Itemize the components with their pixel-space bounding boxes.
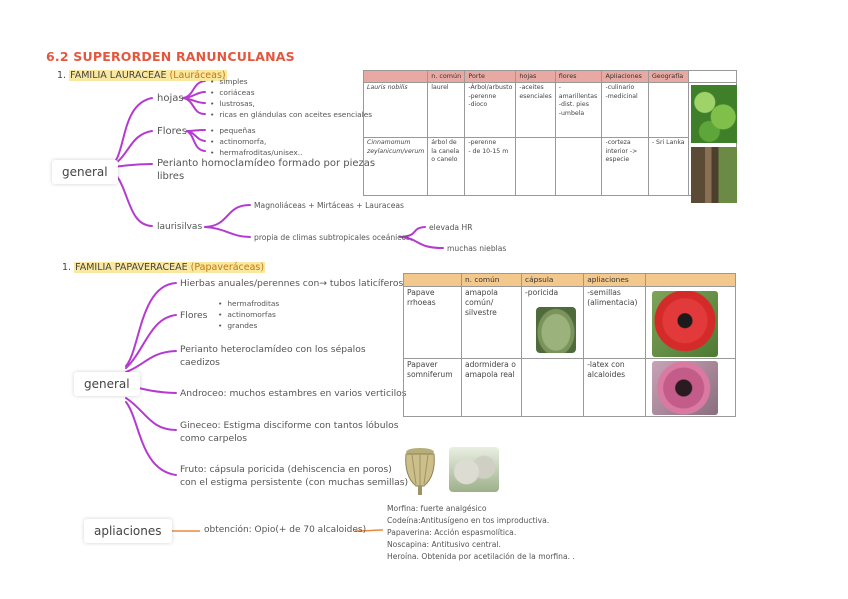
table-row: Lauris nobilis laurel -Árbol/arbusto -perenne -dioco -aceites esenciales - amarillentas -dist. pies -umbela -culinario -medicinal	[364, 83, 737, 138]
list-item: Morfina: fuerte analgésico	[387, 504, 487, 513]
hojas-list	[210, 76, 372, 120]
list-item: • pequeñas	[210, 125, 303, 136]
family-common: (Lauráceas)	[169, 70, 226, 81]
list-item: Heroína. Obtenida por acetilación de la morfina. .	[387, 552, 575, 561]
laurisilvas-nieblas: muchas nieblas	[447, 244, 507, 253]
fruto-node: Fruto: cápsula poricida (dehiscencia en poros) con el estigma persistente (con muchas semillas)	[180, 464, 409, 488]
lauraceae-general-node: general	[52, 160, 118, 184]
list-item: • actinomorfa,	[210, 136, 303, 147]
obtencion-node: obtención: Opio(+ de 70 alcaloides)	[204, 525, 367, 535]
poppy-capsule-image	[400, 446, 440, 496]
family-common: (Papaveráceas)	[190, 262, 265, 273]
papaver-somniferum-photo	[652, 361, 718, 415]
laurisilvas-hr: elevada HR	[429, 223, 473, 232]
family-name: FAMILIA PAPAVERACEAE	[75, 262, 188, 273]
family-lauraceae-heading	[57, 70, 227, 81]
hierbas-node: Hierbas anuales/perennes con→ tubos laticíferos	[180, 278, 404, 289]
family-papaveraceae-heading	[62, 262, 265, 273]
list-item: Codeína:Antitusígeno en tos improductiva.	[387, 516, 550, 525]
laurisilvas-families: Magnoliáceas + Mirtáceas + Lauraceas	[254, 201, 404, 210]
gineceo-node: Gineceo: Estigma disciforme con tantos lóbulos como carpelos	[180, 420, 399, 444]
perianto-node: Perianto heteroclamídeo con los sépalos caedizos	[180, 344, 366, 368]
aplicaciones-node: apliaciones	[84, 519, 172, 543]
lauraceae-table: n. común Porte hojas flores Apliaciones Geografía Lauris nobilis laurel -Árbol/arbusto -perenne -dioco -aceites esenciales - amarillentas -dist. pies -umbela -culinario -medicinal Cinnamomum zeylanicum/verum árbol de la canela o canelo -perenne - de 10-15 m -corteza interior -> especie - Sri Lanka	[363, 70, 737, 196]
alkaloids-list	[387, 503, 575, 563]
family-number: 1.	[57, 70, 67, 81]
list-item: • lustrosas,	[210, 98, 372, 109]
list-item: • hermafroditas/unisex..	[210, 147, 303, 158]
androceo-node: Androceo: muchos estambres en varios verticilos	[180, 388, 407, 399]
list-item: • hermafroditas	[218, 298, 279, 309]
flores-node: Flores	[180, 310, 208, 321]
list-item: • simples	[210, 76, 372, 87]
poppy-seeds-image	[449, 447, 499, 492]
table-row: Papaver somniferum adormidera o amapola real -latex con alcaloides	[404, 359, 736, 417]
flores-list	[210, 125, 303, 158]
perianto-node: Perianto homoclamídeo formado por piezas libres	[157, 158, 376, 182]
list-item: • ricas en glándulas con aceites esenciales	[210, 109, 372, 120]
papaveraceae-general-node: general	[74, 372, 140, 396]
list-item: Papaverina: Acción espasmolítica.	[387, 528, 517, 537]
laurel-photo-cell	[689, 83, 737, 196]
flores-list	[218, 298, 279, 331]
papaver-rhoeas-photo	[652, 291, 718, 357]
laurel-leaves-image	[691, 85, 737, 143]
list-item: • actinomorfas	[218, 309, 279, 320]
list-item: • grandes	[218, 320, 279, 331]
list-item: • coriáceas	[210, 87, 372, 98]
poppy-capsule-green-image	[536, 307, 576, 353]
list-item: Noscapina: Antitusivo central.	[387, 540, 501, 549]
flores-node: Flores	[157, 126, 187, 137]
table-row: Cinnamomum zeylanicum/verum árbol de la canela o canelo -perenne - de 10-15 m -corteza interior -> especie - Sri Lanka	[364, 138, 737, 196]
papaveraceae-table: n. común cápsula apliaciones Papave rrhoeas amapola común/ silvestre -poricida -semillas (alimentacia) Papaver somniferum adormidera o amapola real -latex con alcaloides	[403, 273, 736, 417]
hojas-node: hojas	[157, 93, 184, 104]
table-row: Papave rrhoeas amapola común/ silvestre -poricida -semillas (alimentacia)	[404, 287, 736, 359]
laurisilvas-node: laurisilvas	[157, 222, 203, 232]
page-title: 6.2 SUPERORDEN RANUNCULANAS	[46, 49, 295, 64]
family-number: 1.	[62, 262, 72, 273]
laurisilvas-climate: propia de climas subtropicales oceánicos,	[254, 233, 413, 242]
cinnamon-tree-image	[691, 147, 737, 203]
family-name: FAMILIA LAURACEAE	[70, 70, 167, 81]
